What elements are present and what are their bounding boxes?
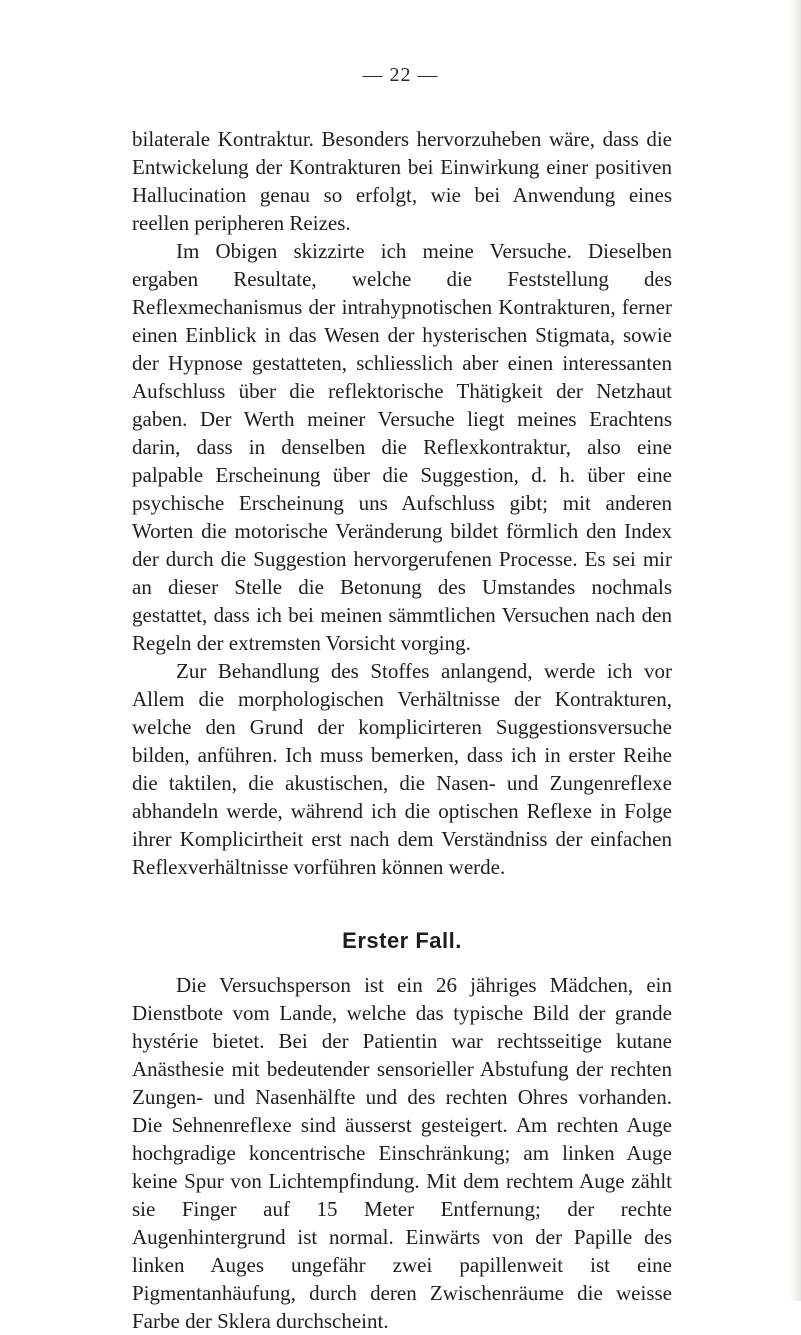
page-edge-shadow: [789, 0, 801, 1301]
page-number: — 22 —: [362, 64, 439, 86]
paragraph-experiments-summary: Im Obigen skizzirte ich meine Versuche. Dieselben ergaben Resultate, welche die Feststellung des Reflexmechanismus der intrahypnotischen Kontrakturen, ferner einen Einblick in das Wesen der hysterischen Stigmata, sowie der Hypnose gestatteten, schliesslich aber einen interessanten Aufschluss über die reflektorische Thätigkeit der Netzhaut gaben. Der Werth meiner Versuche liegt meines Erachtens darin, dass in denselben die Reflexkontraktur, also eine palpable Erscheinung über die Suggestion, d. h. über eine psychische Erscheinung uns Aufschluss gibt; mit anderen Worten die motorische Veränderung bildet förmlich den Index der durch die Suggestion hervorgerufenen Processe. Es sei mir an dieser Stelle die Betonung des Umstandes nochmals gestattet, dass ich bei meinen sämmtlichen Versuchen nach den Regeln der extremsten Vorsicht vorging.: [132, 239, 672, 655]
section-heading: Erster Fall.: [342, 928, 462, 953]
page-body: [132, 125, 672, 1335]
paragraph-continuation: bilaterale Kontraktur. Besonders hervorzuheben wäre, dass die Entwickelung der Kontrakturen bei Einwirkung einer positiven Hallucination genau so erfolgt, wie bei Anwendung eines reellen peripheren Reizes.: [132, 127, 672, 235]
paragraph-treatment-plan: Zur Behandlung des Stoffes anlangend, werde ich vor Allem die morphologischen Verhältnisse der Kontrakturen, welche den Grund der komplicirteren Suggestionsversuche bilden, anführen. Ich muss bemerken, dass ich in erster Reihe die taktilen, die akustischen, die Nasen- und Zungenreflexe abhandeln werde, während ich die optischen Reflexe in Folge ihrer Komplicirtheit erst nach dem Verständniss der einfachen Reflexverhältnisse vorführen können werde.: [132, 659, 672, 879]
paragraph-first-case: Die Versuchsperson ist ein 26 jähriges Mädchen, ein Dienstbote vom Lande, welche das typische Bild der grande hystérie bietet. Bei der Patientin war rechtsseitige kutane Anästhesie mit bedeutender sensorieller Abstufung der rechten Zungen- und Nasenhälfte und des rechten Ohres vorhanden. Die Sehnenreflexe sind äusserst gesteigert. Am rechten Auge hochgradige koncentrische Einschränkung; am linken Auge keine Spur von Lichtempfindung. Mit dem rechtem Auge zählt sie Finger auf 15 Meter Entfernung; der rechte Augenhintergrund ist normal. Einwärts von der Papille des linken Auges ungefähr zwei papillenweit ist eine Pigmentanhäufung, durch deren Zwischenräume die weisse Farbe der Sklera durchscheint.: [132, 973, 672, 1333]
